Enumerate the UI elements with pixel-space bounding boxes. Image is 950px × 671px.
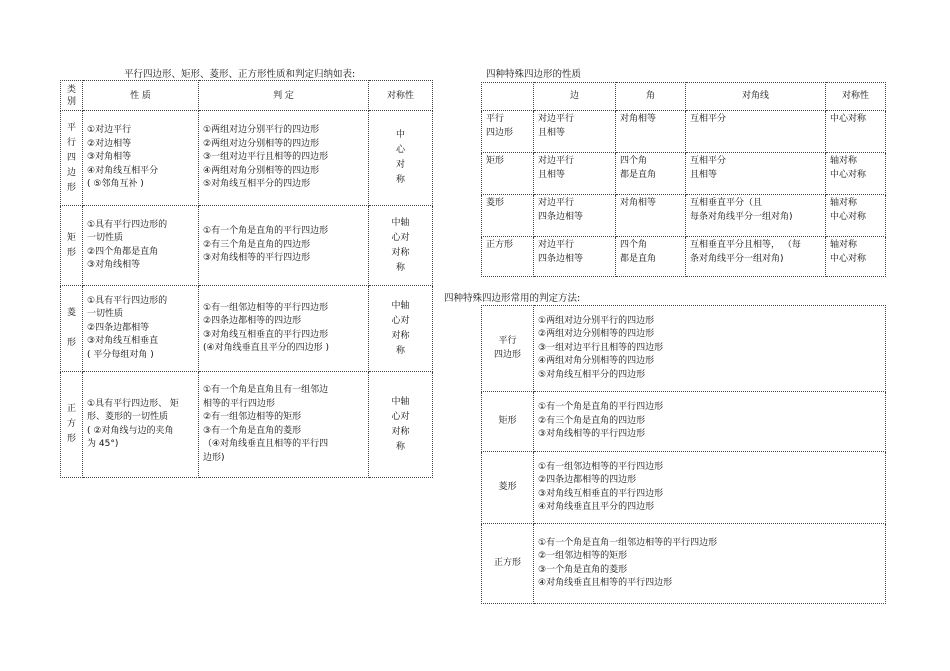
column-header: [482, 83, 534, 111]
shape-name-cell: [482, 392, 534, 452]
table-row: [482, 237, 886, 277]
cell-line: ②两组对边分别相等的四边形: [203, 138, 320, 149]
cell-line: ( 平分每组对角 ): [87, 349, 154, 360]
table-row: [61, 206, 433, 286]
cell-line: ④对角线垂直且平分的四边形: [538, 502, 655, 512]
shape-name-cell: [482, 524, 534, 604]
category-cell: [61, 286, 83, 372]
cell-line: 轴对称: [830, 240, 858, 250]
header-row: [482, 83, 886, 111]
cell-line: ①有一个角是直角一组邻边相等的平行四边形: [538, 537, 718, 548]
cell-line: ②有三个角是直角的四边形: [538, 415, 646, 426]
judgement-cell: [199, 372, 369, 478]
cell-line: ①有一组邻边相等的平行四边形: [203, 302, 329, 313]
cell-line: 都是直角: [620, 169, 657, 180]
cell-line: 四个角: [620, 240, 648, 250]
cell-line: 四条边相等: [538, 253, 584, 264]
cell-line: ①有一个角是直角的平行四边形: [203, 226, 329, 237]
cell-line: 中心对称: [830, 114, 867, 124]
left-table-title: 平行四边形、矩形、菱形、正方形性质和判定归纳如表:: [124, 69, 356, 80]
cell-line: 菱形: [498, 481, 517, 492]
cell-line: ③有一个角是直角的菱形: [203, 425, 302, 436]
symmetry-cell: [369, 372, 433, 478]
cell-line: 正方形: [493, 557, 521, 568]
table-row: [482, 195, 886, 237]
symmetry-cell: [369, 206, 433, 286]
special-quadrilateral-judgement-table: [481, 305, 886, 604]
category-cell: [61, 111, 83, 206]
methods-cell: [534, 452, 886, 524]
cell-line: 四个角: [620, 156, 648, 166]
symmetry-label: 中轴 心对 对称 称: [391, 396, 410, 452]
cell-line: ⑤对角线互相平分的四边形: [203, 179, 311, 190]
cell-line: 对边平行: [538, 114, 575, 124]
cell-line: ①具有平行四边形的: [87, 219, 168, 230]
cell-line: 菱形: [486, 198, 505, 208]
cell-line: 且相等: [538, 127, 566, 138]
cell-line: 矩形: [486, 156, 505, 166]
table-row: [482, 524, 886, 604]
cell-line: 互相垂直平分（且: [690, 198, 763, 208]
angle-cell: [616, 153, 686, 195]
cell-line: ( ⑤邻角互补 ): [87, 179, 144, 190]
cell-line: ③一组对边平行且相等的四边形: [538, 342, 664, 353]
category-label: 矩 形: [66, 232, 76, 258]
category-header: 类 别: [61, 81, 83, 111]
category-label: 平 行 四 边 形: [66, 122, 76, 193]
symmetry-cell: [826, 153, 886, 195]
property-cell: [83, 111, 199, 206]
angle-cell: [616, 237, 686, 277]
column-header: 边: [534, 83, 616, 111]
cell-line: 轴对称: [830, 198, 858, 208]
cell-line: 每条对角线平分一组对角): [690, 211, 793, 222]
table-row: [482, 111, 886, 153]
cell-line: ②对边相等: [87, 138, 132, 149]
symmetry-label: 中 心 对 称: [395, 130, 405, 185]
cell-line: ②有一组邻边相等的矩形: [203, 412, 302, 422]
side-cell: [534, 195, 616, 237]
diagonal-cell: [686, 237, 826, 277]
category-label: 菱 形: [66, 308, 76, 348]
cell-line: ②四条边都相等: [87, 322, 150, 333]
cell-line: 互相垂直平分且相等， （每: [690, 240, 801, 250]
cell-line: 轴对称: [830, 156, 858, 166]
methods-cell: [534, 524, 886, 604]
cell-line: ③对角相等: [87, 152, 132, 163]
cell-line: 四边形: [486, 127, 514, 138]
table-row: [61, 286, 433, 372]
special-quadrilateral-properties-table: [481, 82, 886, 277]
cell-line: 对边平行: [538, 198, 575, 208]
cell-line: ①具有平行四边形、 矩: [87, 398, 179, 409]
shape-name-cell: [482, 452, 534, 524]
cell-line: 为 45°): [87, 439, 119, 449]
cell-line: ③对角线相等: [87, 260, 141, 270]
cell-line: 互相平分: [690, 156, 727, 166]
cell-line: ①有一个角是直角的平行四边形: [538, 402, 664, 413]
cell-line: 矩形: [498, 415, 517, 426]
table-row: [482, 392, 886, 452]
symmetry-label: 中轴 心对 对称 称: [391, 217, 410, 273]
name-cell: [482, 153, 534, 195]
judgement-cell: [199, 286, 369, 372]
diagonal-cell: [686, 111, 826, 153]
cell-line: 形、菱形的一切性质: [87, 412, 169, 422]
cell-line: 且相等: [538, 169, 566, 180]
cell-line: ③对角线互相垂直的平行四边形: [538, 488, 664, 499]
cell-line: 平行: [498, 336, 517, 346]
methods-cell: [534, 306, 886, 392]
angle-cell: [616, 195, 686, 237]
cell-line: 都是直角: [620, 253, 657, 264]
cell-line: 对角相等: [620, 198, 657, 208]
cell-line: ②有三个角是直角的四边形: [203, 239, 311, 250]
symmetry-cell: [369, 286, 433, 372]
cell-line: 且相等: [690, 169, 718, 180]
cell-line: ②一组邻边相等的矩形: [538, 551, 628, 561]
cell-line: 对角相等: [620, 114, 657, 124]
cell-line: ( ②对角线与边的夹角: [87, 425, 174, 436]
diagonal-cell: [686, 153, 826, 195]
side-cell: [534, 111, 616, 153]
cell-line: ③对角线相等的平行四边形: [538, 429, 646, 440]
cell-line: ②四条边都相等的四边形: [538, 475, 637, 485]
side-cell: [534, 153, 616, 195]
properties-judgement-table: [60, 80, 433, 478]
cell-line: ①两组对边分别平行的四边形: [203, 125, 320, 136]
cell-line: 对边平行: [538, 156, 575, 166]
cell-line: ④两组对角分别相等的四边形: [203, 165, 320, 176]
table-row: [482, 452, 886, 524]
cell-line: 相等的平行四边形: [203, 398, 276, 409]
header-row: [61, 81, 433, 111]
category-cell: [61, 206, 83, 286]
name-cell: [482, 111, 534, 153]
symmetry-label: 中轴 心对 对称 称: [391, 300, 410, 356]
cell-line: ①有一组邻边相等的平行四边形: [538, 461, 664, 472]
methods-cell: [534, 392, 886, 452]
cell-line: ①对边平行: [87, 125, 132, 136]
table-row: [61, 372, 433, 478]
cell-line: 中心对称: [830, 169, 867, 180]
cell-line: ④对角线垂直且相等的平行四边形: [538, 578, 673, 588]
table-row: [482, 153, 886, 195]
symmetry-cell: [826, 195, 886, 237]
shape-name-cell: [482, 306, 534, 392]
cell-line: 正方形: [486, 240, 514, 250]
cell-line: ①两组对边分别平行的四边形: [538, 315, 655, 326]
side-cell: [534, 237, 616, 277]
property-cell: [83, 372, 199, 478]
right-top-table-title: 四种特殊四边形的性质: [486, 69, 582, 80]
angle-cell: [616, 111, 686, 153]
judgement-cell: [199, 206, 369, 286]
cell-line: ②四条边都相等的四边形: [203, 316, 302, 326]
right-bottom-table-title: 四种特殊四边形常用的判定方法:: [444, 293, 581, 304]
cell-line: ③一组对边平行且相等的四边形: [203, 152, 329, 163]
category-cell: [61, 372, 83, 478]
cell-line: 平行: [486, 114, 505, 124]
cell-line: 边形): [203, 452, 225, 463]
name-cell: [482, 237, 534, 277]
property-cell: [83, 206, 199, 286]
symmetry-header: 对称性: [369, 81, 433, 111]
column-header: 对角线: [686, 83, 826, 111]
cell-line: （④对角线垂直且相等的平行四: [203, 439, 329, 449]
cell-line: ④两组对角分别相等的四边形: [538, 356, 655, 367]
cell-line: ③对角线相等的平行四边形: [203, 253, 311, 264]
property-header: 性 质: [83, 81, 199, 111]
cell-line: 中心对称: [830, 211, 867, 222]
cell-line: ①具有平行四边形的: [87, 295, 168, 306]
cell-line: ②四个角都是直角: [87, 246, 159, 257]
cell-line: 条对角线平分一组对角): [690, 253, 784, 264]
judgement-header: 判 定: [199, 81, 369, 111]
cell-line: ③对角线互相垂直的平行四边形: [203, 329, 329, 340]
diagonal-cell: [686, 195, 826, 237]
symmetry-cell: [826, 111, 886, 153]
cell-line: ②两组对边分别相等的四边形: [538, 329, 655, 340]
cell-line: 互相平分: [690, 114, 727, 124]
table-row: [61, 111, 433, 206]
cell-line: ①有一个角是直角且有一组邻边: [203, 385, 329, 395]
category-label: 正 方 形: [66, 404, 76, 444]
column-header: 对称性: [826, 83, 886, 111]
cell-line: ③对角线互相垂直: [87, 336, 159, 347]
symmetry-cell: [369, 111, 433, 206]
cell-line: 四边形: [493, 349, 521, 360]
name-cell: [482, 195, 534, 237]
cell-line: 一切性质: [87, 233, 124, 243]
cell-line: ③一个角是直角的菱形: [538, 564, 628, 575]
cell-line: 一切性质: [87, 309, 124, 320]
judgement-cell: [199, 111, 369, 206]
cell-line: (④对角线垂直且平分的四边形 ): [203, 343, 329, 353]
cell-line: ⑤对角线互相平分的四边形: [538, 369, 646, 380]
property-cell: [83, 286, 199, 372]
cell-line: 对边平行: [538, 240, 575, 250]
cell-line: ④对角线互相平分: [87, 165, 159, 176]
cell-line: 四条边相等: [538, 211, 584, 222]
column-header: 角: [616, 83, 686, 111]
table-row: [482, 306, 886, 392]
cell-line: 中心对称: [830, 253, 867, 264]
symmetry-cell: [826, 237, 886, 277]
